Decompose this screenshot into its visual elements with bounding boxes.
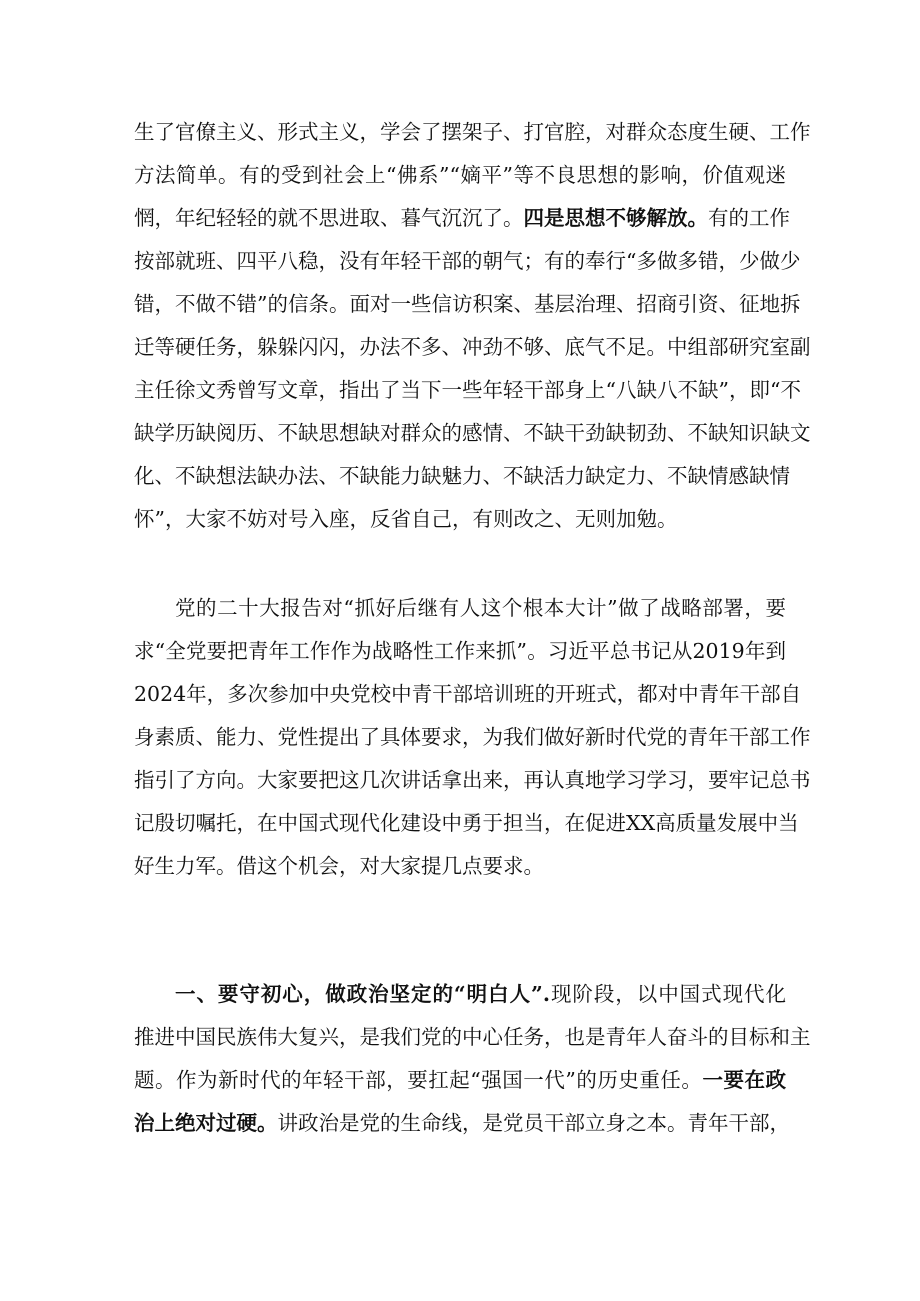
- text-line: 错，不做不错”的信条。面对一些信访积案、基层治理、招商引资、征地拆: [134, 292, 801, 316]
- text-run: 现阶段，以中国式现代化: [549, 982, 786, 1006]
- text-line: 缺学历缺阅历、不缺思想缺对群众的感情、不缺干劲缺韧劲、不缺知识缺文: [134, 421, 811, 445]
- text-line: 方法简单。有的受到社会上“佛系”“嫡平”等不良思想的影响，价值观迷: [134, 163, 786, 187]
- text-line: [134, 197, 790, 240]
- text-run: 讲政治是党的生命线，是党员干部立身之本。青年干部，: [277, 1111, 790, 1135]
- paragraph-1: [134, 111, 811, 541]
- text-line: [134, 1059, 786, 1102]
- text-line: 党的二十大报告对“抓好后继有人这个根本大计”做了战略部署，要: [175, 596, 786, 620]
- text-line: 指引了方向。大家要把这几次讲话拿出来，再认真地学习学习，要牢记总书: [134, 768, 811, 792]
- text-line: 2024年，多次参加中央党校中青干部培训班的开班式，都对中青年干部自: [134, 682, 802, 706]
- text-line: 身素质、能力、党性提出了具体要求，为我们做好新时代党的青年干部工作: [134, 725, 811, 749]
- section-heading: 一、要守初心，做政治坚定的“明白人”.: [175, 982, 550, 1006]
- text-line: 怀”，大家不妨对号入座，反省自己，有则改之、无则加勉。: [134, 507, 678, 531]
- emphasis-text: 治上绝对过硬。: [134, 1111, 278, 1135]
- text-line: 生了官僚主义、形式主义，学会了摆架子、打官腔，对群众态度生硬、工作: [134, 120, 811, 144]
- text-line: 记殷切嘱托，在中国式现代化建设中勇于担当，在促进XX高质量发展中当: [134, 811, 799, 835]
- text-run: 有的工作: [708, 206, 790, 230]
- text-line: [134, 973, 786, 1016]
- text-line: 主任徐文秀曾写文章，指出了当下一些年轻干部身上“八缺八不缺”，即“不: [134, 378, 801, 402]
- text-line: 求“全党要把青年工作作为战略性工作来抓”。习近平总书记从2019年到: [134, 639, 786, 663]
- paragraph-3: [134, 973, 811, 1145]
- text-run: 题。作为新时代的年轻干部，要扛起“强国一代”的历史重任。: [134, 1068, 703, 1092]
- text-line: 推进中国民族伟大复兴，是我们党的中心任务，也是青年人奋斗的目标和主: [134, 1025, 811, 1049]
- emphasis-text: 一要在政: [702, 1068, 787, 1092]
- text-line: 化、不缺想法缺办法、不缺能力缺魅力、不缺活力缺定力、不缺情感缺情: [134, 464, 790, 488]
- text-run: 惘，年纪轻轻的就不思进取、暮气沉沉了。: [134, 206, 524, 230]
- text-line: [134, 1102, 790, 1145]
- text-line: 按部就班、四平八稳，没有年轻干部的朝气；有的奉行“多做多错，少做少: [134, 249, 801, 273]
- text-line: 好生力军。借这个机会，对大家提几点要求。: [134, 854, 544, 878]
- emphasis-text: 四是思想不够解放。: [523, 206, 708, 230]
- paragraph-2: [134, 587, 811, 888]
- text-line: 迁等硬任务，躲躲闪闪，办法不多、冲劲不够、底气不足。中组部研究室副: [134, 335, 811, 359]
